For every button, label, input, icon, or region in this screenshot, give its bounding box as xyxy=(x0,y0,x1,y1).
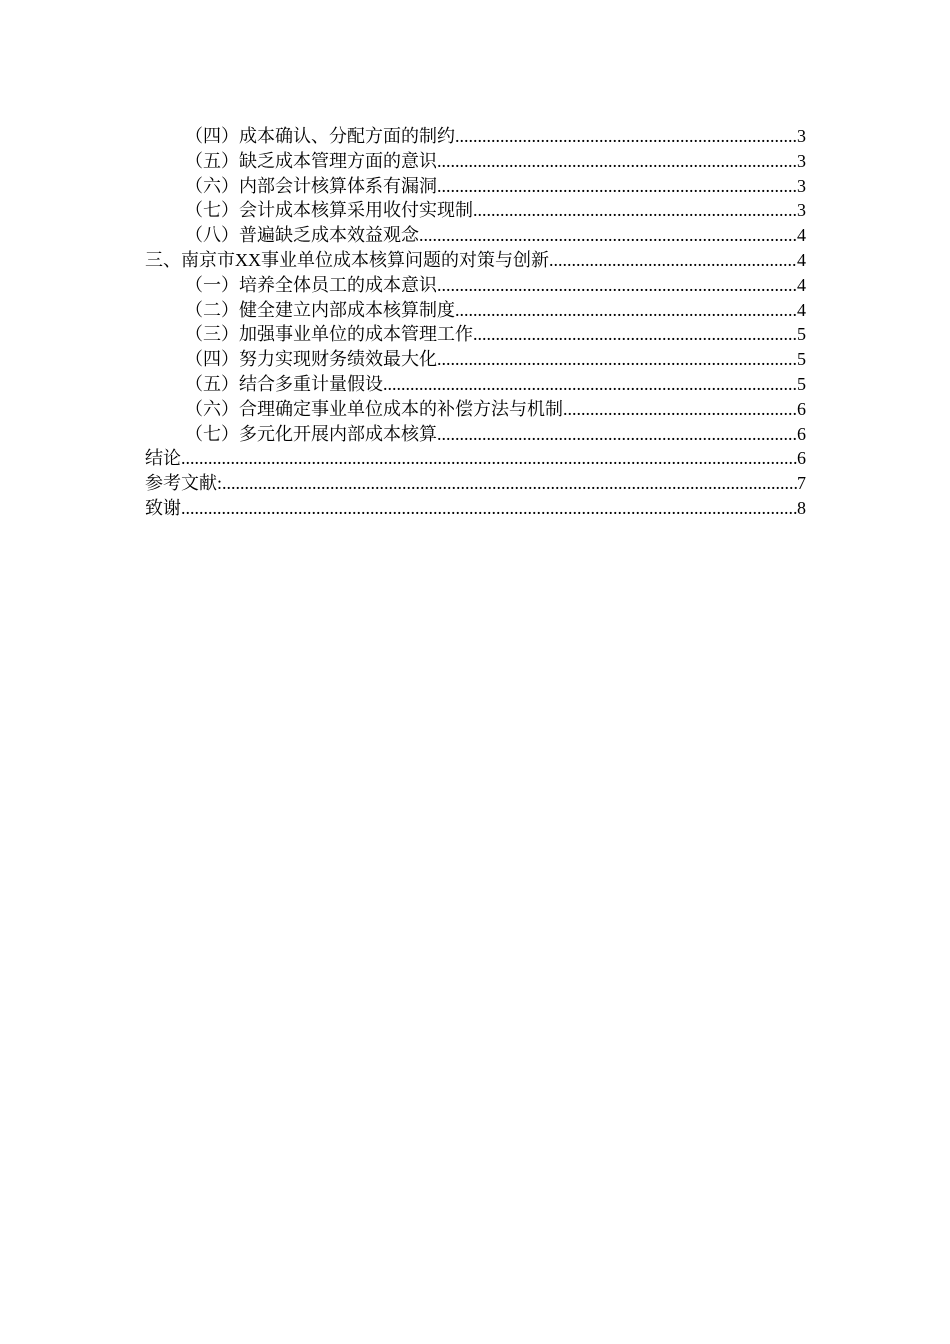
toc-dot-leader xyxy=(473,198,797,223)
toc-entry-title: （五）缺乏成本管理方面的意识 xyxy=(185,150,437,171)
toc-page-number: 4 xyxy=(797,299,806,320)
toc-page-number: 3 xyxy=(797,126,806,146)
toc-entry-title: 三、南京市XX事业单位成本核算问题的对策与创新 xyxy=(145,249,549,270)
toc-chapter-entry[interactable] xyxy=(145,496,806,521)
toc-entry-title: （七）会计成本核算采用收付实现制 xyxy=(185,200,473,221)
toc-entry-title: （六）内部会计核算体系有漏洞 xyxy=(185,175,437,196)
toc-page-number: 7 xyxy=(797,473,806,494)
toc-page-number: 4 xyxy=(797,274,806,295)
toc-page-number: 4 xyxy=(797,249,806,270)
table-of-contents xyxy=(145,124,806,521)
toc-dot-leader xyxy=(473,322,797,347)
toc-entry-title: 结论 xyxy=(145,448,181,469)
toc-entry[interactable] xyxy=(145,422,806,447)
toc-entry[interactable] xyxy=(145,174,806,199)
toc-dot-leader xyxy=(419,223,797,248)
toc-dot-leader xyxy=(455,124,797,149)
toc-dot-leader xyxy=(383,372,797,397)
toc-entry[interactable] xyxy=(145,397,806,422)
toc-entry[interactable] xyxy=(145,372,806,397)
toc-entry-title: 参考文献: xyxy=(145,473,223,494)
toc-entry[interactable] xyxy=(145,298,806,323)
toc-page-number: 5 xyxy=(797,373,806,394)
toc-entry[interactable] xyxy=(145,322,806,347)
toc-dot-leader xyxy=(563,397,797,422)
toc-entry-title: （五）结合多重计量假设 xyxy=(185,373,383,394)
toc-page-number: 3 xyxy=(797,150,806,171)
toc-entry[interactable] xyxy=(145,347,806,372)
toc-dot-leader xyxy=(437,422,797,447)
toc-page-number: 6 xyxy=(797,423,806,444)
toc-dot-leader xyxy=(222,471,797,496)
toc-page-number: 4 xyxy=(797,225,806,246)
toc-entry-title: （六）合理确定事业单位成本的补偿方法与机制 xyxy=(185,398,563,419)
toc-page-number: 3 xyxy=(797,200,806,221)
toc-dot-leader xyxy=(437,347,797,372)
toc-entry[interactable] xyxy=(145,273,806,298)
toc-page-number: 6 xyxy=(797,448,806,469)
toc-entry-title: 致谢 xyxy=(145,497,181,518)
toc-chapter-entry[interactable] xyxy=(145,446,806,471)
toc-dot-leader xyxy=(549,248,797,273)
toc-dot-leader xyxy=(437,149,797,174)
toc-dot-leader xyxy=(437,174,797,199)
toc-dot-leader xyxy=(437,273,797,298)
toc-entry-title: （四）努力实现财务绩效最大化 xyxy=(185,349,437,370)
toc-chapter-entry[interactable] xyxy=(145,471,806,496)
toc-entry[interactable] xyxy=(145,223,806,248)
toc-page-number: 6 xyxy=(797,398,806,419)
toc-dot-leader xyxy=(181,446,797,471)
toc-entry-title: （七）多元化开展内部成本核算 xyxy=(185,423,437,444)
toc-entry-title: （四）成本确认、分配方面的制约 xyxy=(185,126,455,146)
toc-entry-title: （一）培养全体员工的成本意识 xyxy=(185,274,437,295)
toc-page-number: 8 xyxy=(797,497,806,518)
toc-page-number: 5 xyxy=(797,349,806,370)
toc-dot-leader xyxy=(181,496,797,521)
toc-entry[interactable] xyxy=(145,198,806,223)
toc-entry-title: （三）加强事业单位的成本管理工作 xyxy=(185,324,473,345)
toc-page-number: 5 xyxy=(797,324,806,345)
toc-chapter-entry[interactable] xyxy=(145,248,806,273)
toc-entry[interactable] xyxy=(145,149,806,174)
toc-dot-leader xyxy=(455,298,797,323)
toc-entry-title: （八）普遍缺乏成本效益观念 xyxy=(185,225,419,246)
toc-entry-title: （二）健全建立内部成本核算制度 xyxy=(185,299,455,320)
toc-entry[interactable] xyxy=(145,124,806,149)
toc-page-number: 3 xyxy=(797,175,806,196)
